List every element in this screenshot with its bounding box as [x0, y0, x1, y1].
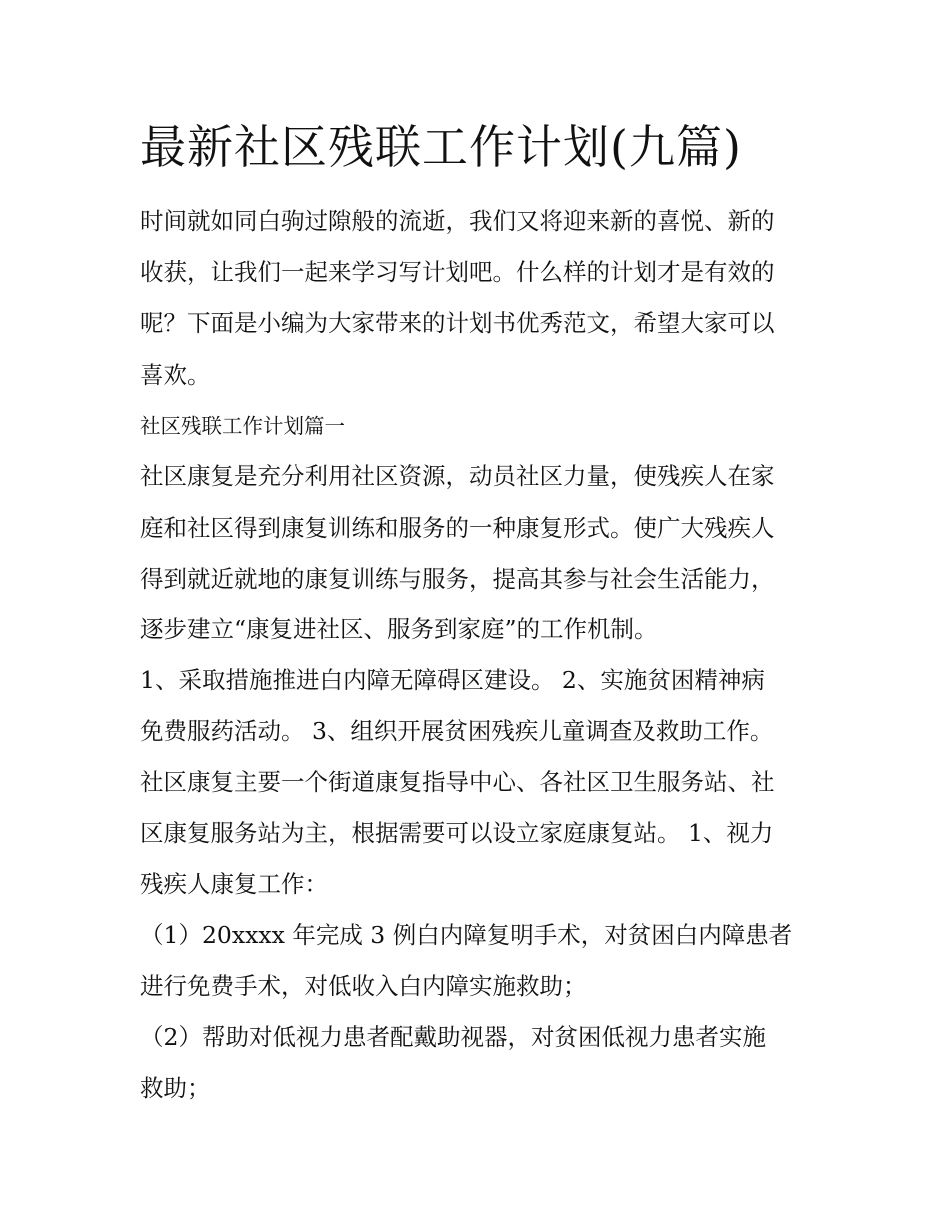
body-line: 进行免费手术，对低收入白内障实施救助； [140, 972, 587, 1000]
body-line: （1）20xxxx 年完成 3 例白内障复明手术，对贫困白内障患者 [140, 921, 793, 949]
body-line: 免费服药活动。 3、组织开展贫困残疾儿童调查及救助工作。 [140, 717, 774, 745]
intro-line: 喜欢。 [140, 361, 211, 389]
body-line: 得到就近就地的康复训练与服务，提高其参与社会生活能力， [140, 565, 775, 593]
body-line: （2）帮助对低视力患者配戴助视器，对贫困低视力患者实施 [140, 1023, 766, 1051]
body-line: 社区康复主要一个街道康复指导中心、各社区卫生服务站、社 [140, 768, 775, 796]
body-line: 救助； [140, 1074, 211, 1102]
section-heading: 社区残联工作计划篇一 [140, 414, 345, 438]
body-line: 残疾人康复工作： [140, 870, 328, 898]
body-line: 区康复服务站为主，根据需要可以设立家庭康复站。 1、视力 [140, 819, 774, 847]
intro-line: 呢？下面是小编为大家带来的计划书优秀范文，希望大家可以 [140, 309, 775, 337]
intro-line: 收获，让我们一起来学习写计划吧。什么样的计划才是有效的 [140, 258, 775, 286]
body-line: 1、采取措施推进白内障无障碍区建设。 2、实施贫困精神病 [140, 666, 765, 694]
document-title: 最新社区残联工作计划(九篇) [140, 120, 742, 174]
intro-line: 时间就如同白驹过隙般的流逝，我们又将迎来新的喜悦、新的 [140, 207, 775, 235]
body-line: 逐步建立“康复进社区、服务到家庭”的工作机制。 [140, 615, 658, 643]
body-line: 庭和社区得到康复训练和服务的一种康复形式。使广大残疾人 [140, 514, 775, 542]
body-line: 社区康复是充分利用社区资源，动员社区力量，使残疾人在家 [140, 462, 775, 490]
